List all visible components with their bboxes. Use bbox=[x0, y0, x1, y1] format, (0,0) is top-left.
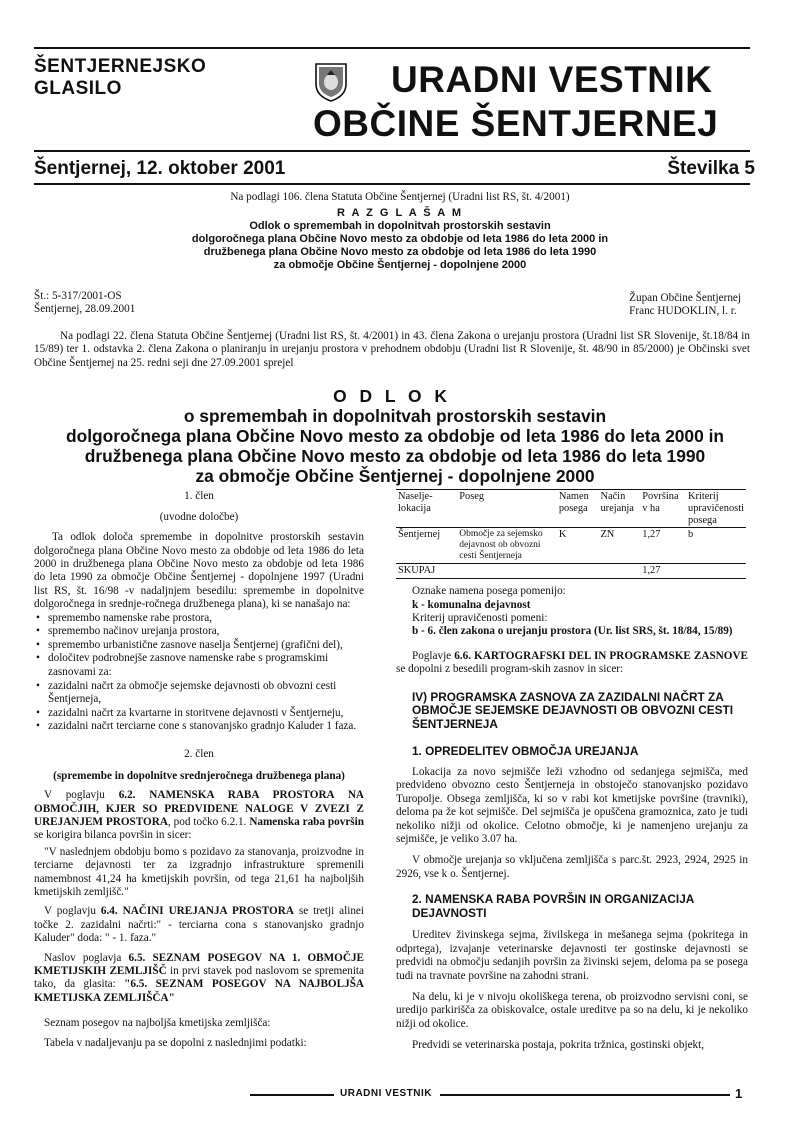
section-iv-heading: IV) PROGRAMSKA ZASNOVA ZA ZAZIDALNI NAČRT ZA OBMOČJE SEJEMSKE DEJAVNOSTI OB OBVOZNI CESTI ŠENTJERNEJA bbox=[412, 689, 733, 731]
legend-line: k - komunalna dejavnost bbox=[412, 598, 531, 611]
interventions-table bbox=[396, 489, 746, 579]
proclamation-title-line: družbenega plana Občine Novo mesto za obdobje od leta 1986 do leta 1990 bbox=[203, 246, 597, 258]
list-item: • določitev podrobnejše zasnove namenske rabe s programskimi zasnovami za: bbox=[48, 652, 364, 679]
list-item: • zazidalni načrt terciarne cone s stanovanjsko gradnjo Kaluder 1 faza. bbox=[48, 720, 364, 734]
publication-name-line1: ŠENTJERNEJSKO bbox=[34, 56, 207, 77]
text-span: Poglavje bbox=[412, 649, 455, 662]
proclamation-intro: Na podlagi 106. člena Statuta Občine Šentjernej (Uradni list RS, št. 4/2001) bbox=[230, 191, 570, 203]
ordinance-title-line: družbenega plana Občine Novo mesto za obdobje od leta 1986 do leta 1990 bbox=[84, 446, 706, 466]
column-header: Kriterij upravičenosti posega bbox=[688, 491, 744, 526]
chapter-reference: 6.5. SEZNAM POSEGOV NA 1. OBMOČJE KMETIJSKIH ZEMLJIŠČ bbox=[34, 951, 364, 978]
total-value: 1,27 bbox=[642, 565, 661, 577]
proclamation-title-line: dolgoročnega plana Občine Novo mesto za obdobje od leta 1986 do leta 2000 in bbox=[191, 233, 609, 245]
coat-of-arms-icon bbox=[314, 62, 348, 102]
section-1-paragraph1: Lokacija za novo sejmišče leži vzhodno od sedanjega sejmišča, med predvideno obvozno cesto Šentjerneja in obstoječo stanovanjsko pozidavo Turopolje. Obsega zemljišča, ki so v rabi kot kmetijske površine (travniki), deloma pa že kot sejmišče. Del sejmišča je opuščena gramoznica, zato je tudi nekoliko nižji od okolice. Celotno območje, ki je namenjeno urejanju za sejmišče, je veliko 3.07 ha. bbox=[396, 766, 748, 846]
section-2-paragraph3: Predvidi se veterinarska postaja, pokrita tržnica, gostinski objekt, bbox=[412, 1039, 705, 1052]
text-span: se tretji alinei točke 2. zazidalni načrti:" - terciarna cona s stanovanjsko gradnjo Kaluder" doda: " - 1. faza." bbox=[34, 905, 364, 945]
table-cell: Šentjernej bbox=[398, 529, 441, 541]
section-reference: Namenska raba površin bbox=[249, 815, 364, 828]
text-span: Naslov poglavja bbox=[44, 951, 129, 964]
list-item: • spremembo načinov urejanja prostora, bbox=[48, 625, 364, 639]
text-span: se korigira bilanca površin in sicer: bbox=[34, 829, 192, 842]
proclamation-title bbox=[60, 220, 740, 272]
page-number: 1 bbox=[735, 1086, 743, 1101]
proclamation-title-line: za območje Občine Šentjernej - dopolnjene 2000 bbox=[273, 259, 527, 271]
section-1-paragraph2: V območje urejanja so vključena zemljišča s parc.št. 2923, 2924, 2925 in 2926, vse k o. Šentjernej. bbox=[396, 854, 748, 880]
legend-line: Oznake namena posega pomenijo: bbox=[412, 585, 566, 598]
chapter-6-6-paragraph bbox=[396, 650, 748, 677]
section-1-heading: 1. OPREDELITEV OBMOČJA UREJANJA bbox=[412, 744, 639, 759]
table-legend bbox=[396, 585, 748, 639]
proclamation-title-line: Odlok o spremembah in dopolnitvah prostorskih sestavin bbox=[249, 220, 551, 232]
chapter-reference: 6.6. KARTOGRAFSKI DEL IN PROGRAMSKE ZASNOVE bbox=[454, 649, 748, 662]
article2-paragraph5: Tabela v nadaljevanju pa se dopolni z naslednjimi podatki: bbox=[44, 1036, 307, 1049]
chapter-reference: 6.2. NAMENSKA RABA PROSTORA NA OBMOČJIH, KJER SO PREDVIDENE NALOGE V ZVEZI Z UREJANJEM PROSTORA bbox=[34, 789, 364, 828]
header-rule bbox=[34, 150, 750, 152]
reference-number: Št.: 5-317/2001-OS bbox=[34, 290, 122, 302]
table-cell bbox=[457, 564, 557, 579]
text-span: V poglavju bbox=[44, 905, 101, 918]
publication-name bbox=[34, 56, 206, 100]
section-2-heading: 2. NAMENSKA RABA POVRŠIN IN ORGANIZACIJA DEJAVNOSTI bbox=[412, 892, 694, 920]
publication-name-line2: GLASILO bbox=[34, 78, 122, 99]
table-cell: ZN bbox=[600, 529, 615, 541]
new-chapter-title: "6.5. SEZNAM POSEGOV NA NAJBOLJŠA KMETIJSKA ZEMLJIŠČA" bbox=[34, 978, 364, 1004]
article2-quote: "V naslednjem obdobju bomo s pozidavo za stanovanja, proizvodne in terciarne dejavnosti ter za izgradnjo infrastrukture spremenili namembnost 41,24 ha kmetijskih površin, od tega 21,61 ha najboljših kmetijskih zemljišč." bbox=[34, 845, 364, 898]
top-rule bbox=[34, 47, 750, 49]
signer-title: Župan Občine Šentjernej bbox=[629, 292, 741, 304]
table-cell: b bbox=[688, 529, 694, 541]
table-row bbox=[396, 528, 746, 564]
masthead-title-line1: URADNI VESTNIK bbox=[391, 59, 713, 100]
article1-subheading: (uvodne določbe) bbox=[159, 510, 239, 523]
article1-text: Ta odlok določa spremembe in dopolnitve prostorskih sestavin dolgoročnega plana Občine Novo mesto za obdobje od leta 1986 do leta 2000 in družbenega plana Občine Novo mesto za obdobje od leta 1986 do leta 1990 za območje Občine Šentjernej - dopolnjene 1997 (Uradni list RS, št. 16/98 -v nadaljnjem besedilu: spremembe in dopolnitve dolgoročnega in srednje-ročnega družbenega plana), ki se nanašajo na: bbox=[34, 531, 364, 611]
left-column bbox=[34, 490, 364, 1050]
footer-publication-label: URADNI VESTNIK bbox=[340, 1088, 433, 1099]
column-header: Način urejanja bbox=[600, 491, 634, 514]
article2-paragraph4: Seznam posegov na najboljša kmetijska zemljišča: bbox=[44, 1017, 271, 1030]
ordinance-title-line: za območje Občine Šentjernej - dopolnjene 2000 bbox=[195, 466, 595, 486]
proclamation-reference bbox=[34, 290, 135, 317]
list-item: • spremembo urbanistične zasnove naselja Šentjernej (grafični del), bbox=[48, 639, 364, 653]
legend-line: b - 6. člen zakona o urejanju prostora (Ur. list SRS, št. 18/84, 15/89) bbox=[412, 625, 733, 638]
list-item: • zazidalni načrt za kvartarne in storitvene dejavnosti v Šentjerneju, bbox=[48, 707, 364, 721]
ordinance-heading: O D L O K bbox=[333, 386, 451, 406]
table-header-row bbox=[396, 490, 746, 528]
chapter-reference: 6.4. NAČINI UREJANJA PROSTORA bbox=[100, 905, 294, 918]
article1-list bbox=[34, 612, 364, 734]
article2-paragraph3 bbox=[34, 952, 364, 1006]
table-cell bbox=[598, 564, 640, 579]
ordinance-title bbox=[20, 406, 770, 486]
list-item: • zazidalni načrt za območje sejemske dejavnosti ob obvozni cesti Šentjerneja, bbox=[48, 680, 364, 707]
text-span: , pod točko 6.2.1. bbox=[167, 815, 250, 828]
footer-rule-left bbox=[250, 1094, 334, 1096]
article2-paragraph1 bbox=[34, 789, 364, 843]
article2-heading: 2. člen bbox=[184, 747, 214, 760]
column-header: Namen posega bbox=[558, 491, 589, 514]
total-label: SKUPAJ bbox=[398, 565, 436, 577]
table-total-row bbox=[396, 564, 746, 579]
dateline-rule bbox=[34, 183, 750, 185]
right-column bbox=[396, 489, 748, 1053]
footer-rule-right bbox=[440, 1094, 730, 1096]
proclamation-heading: R A Z G L A Š A M bbox=[336, 207, 464, 219]
masthead-title-line2: OBČINE ŠENTJERNEJ bbox=[313, 103, 719, 144]
ordinance-title-line: o spremembah in dopolnitvah prostorskih sestavin bbox=[183, 406, 607, 426]
issue-number: Številka 5 bbox=[667, 158, 755, 179]
legend-line: Kriterij upravičenosti pomeni: bbox=[412, 612, 548, 624]
text-span: in prvi stavek pod naslovom se spremenita tako, da glasita: bbox=[34, 965, 364, 991]
section-2-paragraph1: Ureditev živinskega sejma, živilskega in mešanega sejma (pokritega in odprtega), izvajanje veterinarske dejavnosti ter gostinske dejavnosti se predvidi na območju sedanjih površin za živinski sejem, deloma pa se posega tudi na travnate površine na zahodni strani. bbox=[396, 929, 748, 982]
column-header: Površina v ha bbox=[642, 491, 679, 514]
table-cell: K bbox=[558, 529, 567, 541]
list-item: • spremembo namenske rabe prostora, bbox=[48, 612, 364, 626]
signer-name: Franc HUDOKLIN, l. r. bbox=[629, 305, 737, 318]
section-2-paragraph2: Na delu, ki je v nivoju okoliškega terena, ob proizvodno servisni coni, se uredijo parkirišča za obiskovalce, ostale ureditve pa so na delu, ki je nekoliko nižji od okolice. bbox=[396, 991, 748, 1030]
preamble-text: Na podlagi 22. člena Statuta Občine Šentjernej (Uradni list RS, št. 4/2001) in 43. člena Zakona o urejanju prostora (Uradni list SR Slovenije, št.18/84 in 15/89) ter 1. odstavka 2. člena Zakona o planiranju in urejanju prostora v prehodnem obdobju (Uradni list R Slovenije, št. 48/90 in 85/2000) je Občinski svet Občine Šentjernej na 25. redni seji dne 27.09.2001 sprejel bbox=[34, 330, 750, 369]
column-header: Poseg bbox=[459, 491, 485, 502]
column-header: Naselje-lokacija bbox=[398, 491, 433, 514]
article2-paragraph2 bbox=[34, 905, 364, 945]
article2-subheading: (spremembe in dopolnitve srednjeročnega družbenega plana) bbox=[53, 769, 345, 782]
table-cell: Območje za sejemsko dejavnost ob obvozni cesti Šentjerneja bbox=[459, 529, 543, 562]
reference-date: Šentjernej, 28.09.2001 bbox=[34, 303, 136, 316]
article1-heading: 1. člen bbox=[184, 490, 214, 502]
ordinance-title-line: dolgoročnega plana Občine Novo mesto za obdobje od leta 1986 do leta 2000 in bbox=[65, 426, 725, 446]
text-span: se dopolni z besedili program-skih zasnov in sicer: bbox=[396, 663, 624, 676]
signature-block bbox=[629, 292, 741, 319]
table-cell: 1,27 bbox=[642, 529, 661, 541]
table-cell bbox=[686, 564, 746, 579]
table-cell bbox=[557, 564, 599, 579]
text-span: V poglavju bbox=[44, 789, 119, 802]
issue-date: Šentjernej, 12. oktober 2001 bbox=[34, 158, 286, 179]
